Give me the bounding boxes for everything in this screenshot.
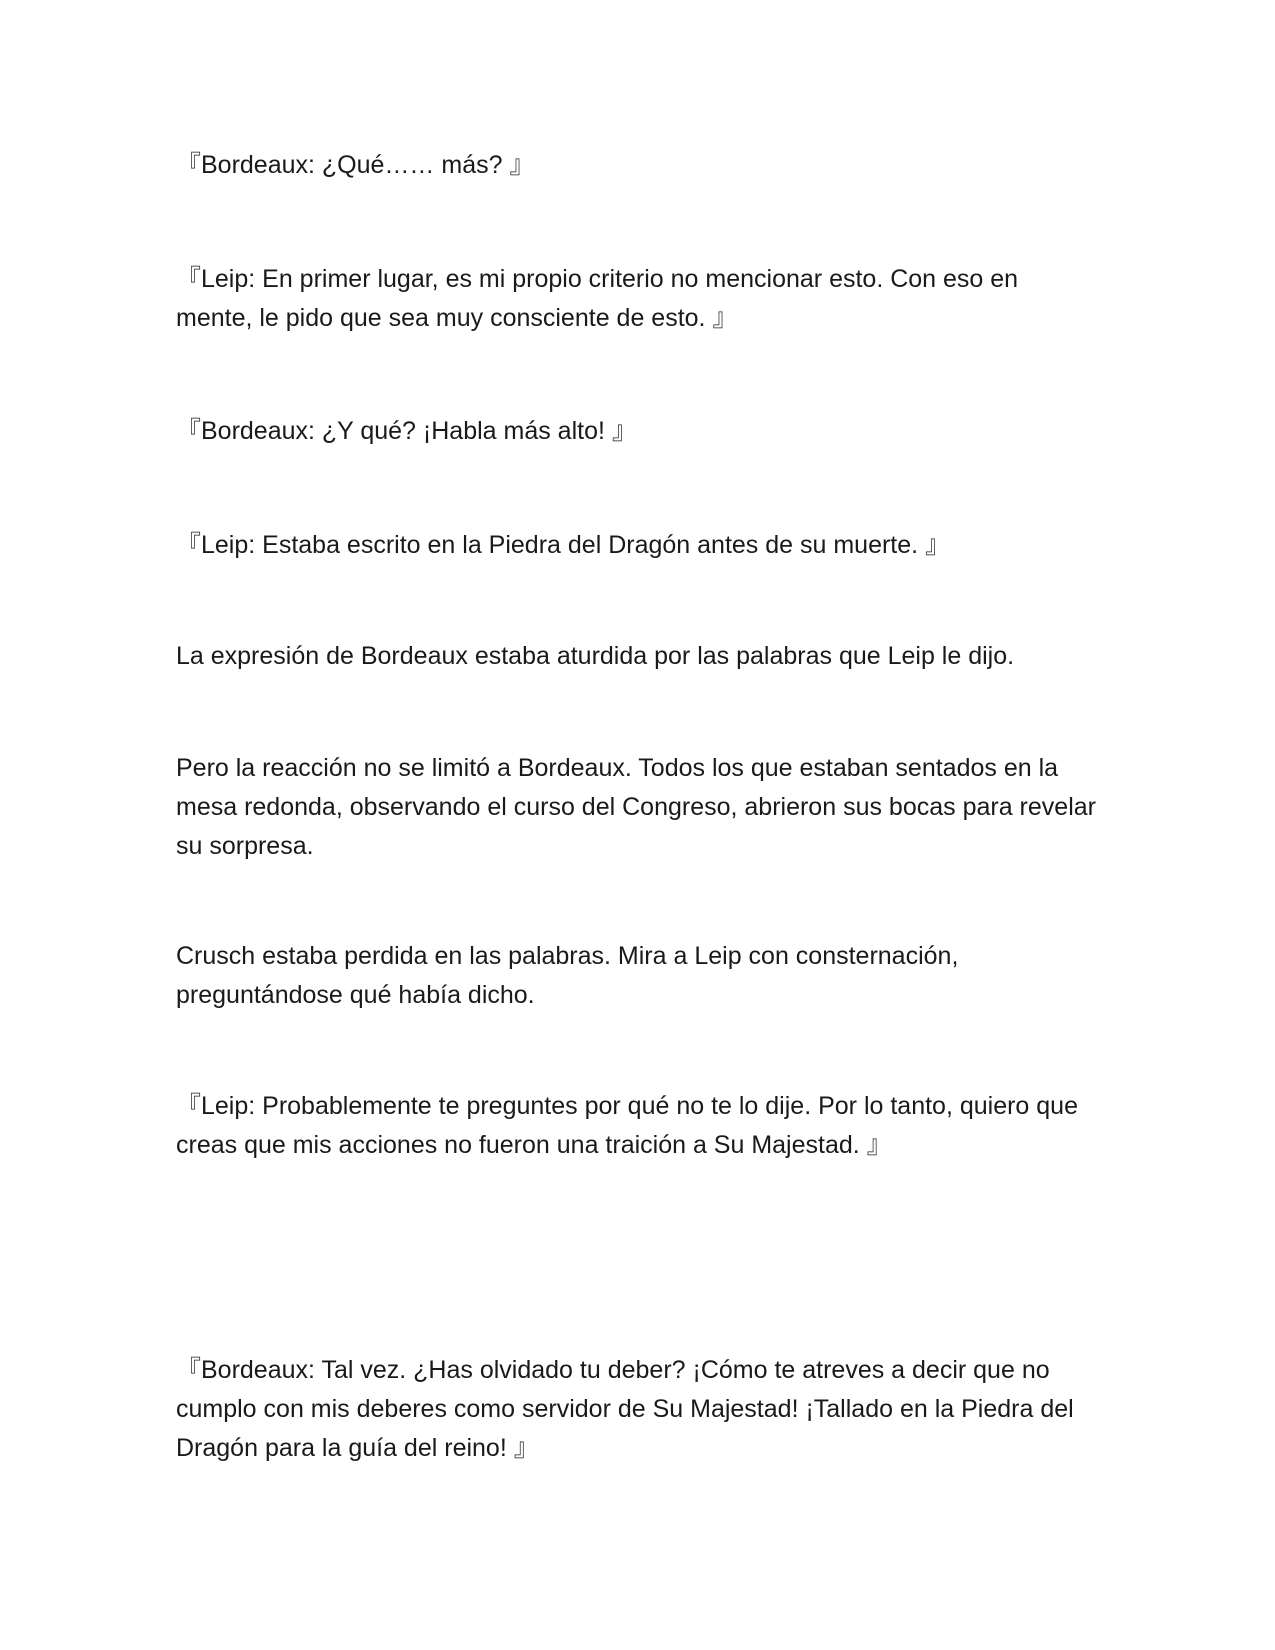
narration-paragraph-3: Crusch estaba perdida en las palabras. Mira a Leip con consternación, preguntándose qué había dicho. xyxy=(176,942,959,1009)
dialogue-leip-3: 『Leip: Probablemente te preguntes por qué no te lo dije. Por lo tanto, quiero que creas que mis acciones no fueron una traición a Su Majestad. 』 xyxy=(176,1092,1078,1159)
dialogue-bordeaux-1: 『Bordeaux: ¿Qué…… más? 』 xyxy=(176,151,535,179)
dialogue-bordeaux-2: 『Bordeaux: ¿Y qué? ¡Habla más alto! 』 xyxy=(176,417,637,445)
dialogue-leip-1: 『Leip: En primer lugar, es mi propio criterio no mencionar esto. Con eso en mente, le pido que sea muy consciente de esto. 』 xyxy=(176,265,1019,332)
narration-paragraph-1: La expresión de Bordeaux estaba aturdida por las palabras que Leip le dijo. xyxy=(176,642,1015,670)
dialogue-bordeaux-3: 『Bordeaux: Tal vez. ¿Has olvidado tu deber? ¡Cómo te atreves a decir que no cumplo con mis deberes como servidor de Su Majestad! ¡Tallado en la Piedra del Dragón para la guía del reino! 』 xyxy=(176,1356,1074,1462)
narration-paragraph-2: Pero la reacción no se limitó a Bordeaux. Todos los que estaban sentados en la mesa redonda, observando el curso del Congreso, abrieron sus bocas para revelar su sorpresa. xyxy=(176,754,1096,860)
dialogue-leip-2: 『Leip: Estaba escrito en la Piedra del Dragón antes de su muerte. 』 xyxy=(176,531,951,559)
